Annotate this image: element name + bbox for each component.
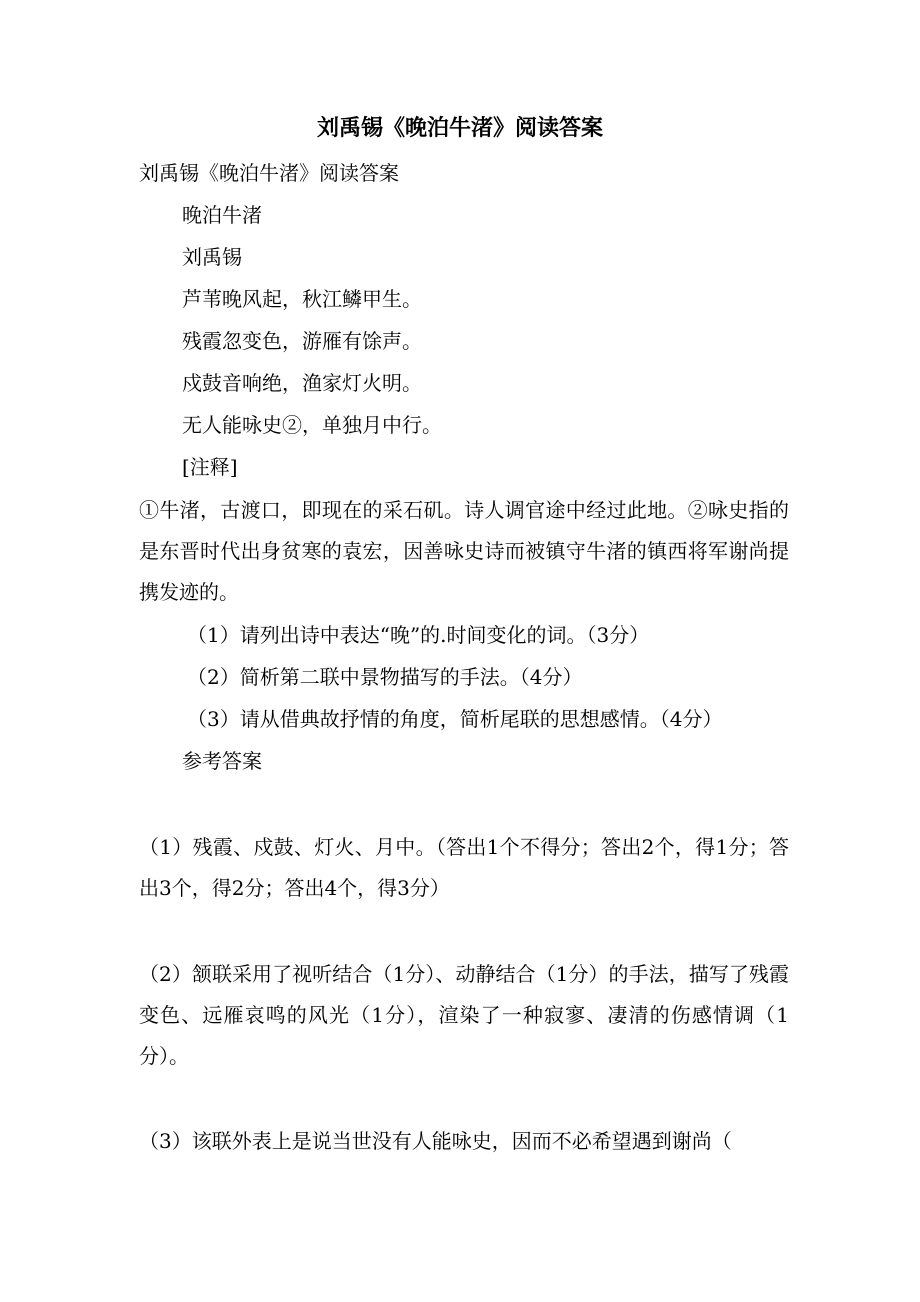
notes-paragraph: ①牛渚，古渡口，即现在的采石矶。诗人调官途中经过此地。②咏史指的是东晋时代出身贫寒的袁宏，因善咏史诗而被镇守牛渚的镇西将军谢尚提携发迹的。 xyxy=(139,498,789,604)
notes-heading: [注释] xyxy=(182,455,238,479)
poem-name: 晚泊牛渚 xyxy=(182,203,262,227)
poem-line: 无人能咏史②，单独月中行。 xyxy=(182,413,442,437)
answer-paragraph: （2）颔联采用了视听结合（1分）、动静结合（1分）的手法，描写了残霞变色、远雁哀鸣的风光（1分），渲染了一种寂寥、凄清的伤感情调（1分）。 xyxy=(139,962,789,1068)
question-item: （1）请列出诗中表达“晚”的.时间变化的词。（3分） xyxy=(187,623,650,647)
poem-line: 芦苇晚风起，秋江鳞甲生。 xyxy=(182,287,422,311)
poem-line: 戍鼓音响绝，渔家灯火明。 xyxy=(182,371,422,395)
poem-line: 残霞忽变色，游雁有馀声。 xyxy=(182,329,422,353)
document-title: 刘禹锡《晚泊牛渚》阅读答案 xyxy=(316,115,603,141)
question-item: （2）简析第二联中景物描写的手法。（4分） xyxy=(187,665,583,689)
answers-heading: 参考答案 xyxy=(182,749,262,773)
document-subtitle: 刘禹锡《晚泊牛渚》阅读答案 xyxy=(139,161,399,185)
poem-author: 刘禹锡 xyxy=(182,245,242,269)
question-item: （3）请从借典故抒情的角度，简析尾联的思想感情。（4分） xyxy=(187,707,723,731)
answer-paragraph: （1）残霞、戍鼓、灯火、月中。（答出1个不得分；答出2个，得1分；答出3个，得2分；答出4个，得3分） xyxy=(139,835,789,900)
answer-paragraph: （3）该联外表上是说当世没有人能咏史，因而不必希望遇到谢尚（ xyxy=(139,1129,732,1153)
